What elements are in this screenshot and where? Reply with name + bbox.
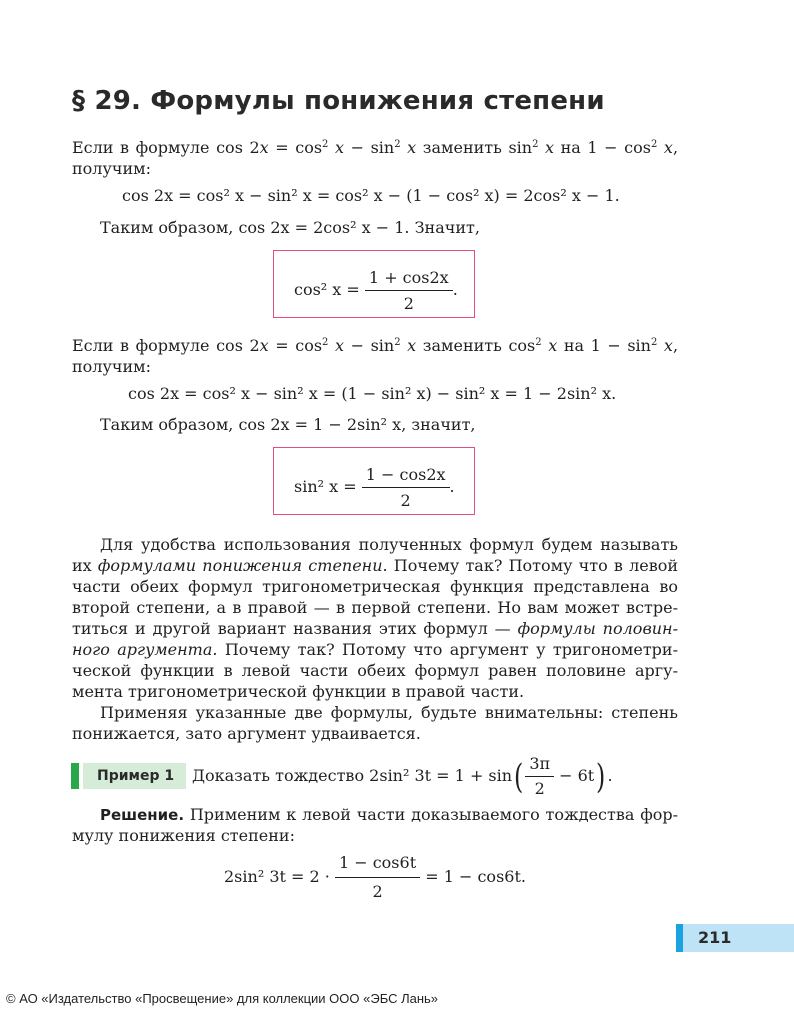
paragraph-line: их формулами понижения степени. Почему так? Потому что в левой [72,556,678,575]
formula1: cos² x = $\frac{1 + \cos 2x}{2}$ . [294,268,458,313]
part1-line2: получим: [72,159,151,178]
part2-thus: Таким образом, cos 2x = 1 − 2sin² x, значит, [100,415,476,434]
formula-box-cos-squared [273,250,475,318]
page-tab-stripe [676,924,683,952]
paragraph-line: ного аргумента. Почему так? Потому что аргумент у тригонометри- [72,640,678,659]
solution-formula: 2sin² 3t = 2 · $\frac{1 - \cos 6t}{2}$ = 1 − cos6t. [224,853,526,901]
solution-line2: мулу понижения степени: [72,826,295,845]
page-number: 211 [698,928,732,947]
part1-line1: Если в формуле $\cos 2x = \cos^2 x - \sin^2 x$ заменить $\sin^2 x$ на $1 - \cos^2 x$, [72,138,679,157]
solution-line1: Решение. Применим к левой части доказываемого тождества фор- [100,805,679,824]
explanation-paragraph [72,534,678,744]
formula2-fraction: $\frac{1 - \cos 2x}{2}$ [362,465,450,510]
example-accent-bar [71,763,79,789]
copyright-notice: © АО «Издательство «Просвещение» для коллекции ООО «ЭБС Лань» [6,991,439,1006]
paragraph-line: Для удобства использования полученных формул будем называть [100,535,678,554]
term-half-argument-cont: ного аргумента. [72,640,218,659]
part2-line1: Если в формуле $\cos 2x = \cos^2 x - \sin^2 x$ заменить $\cos^2 x$ на $1 - \sin^2 x$, [72,336,679,355]
solution-label: Решение. [100,806,185,824]
paragraph-line: мента тригонометрической функции в правой части. [72,682,525,701]
paragraph-line: ческой функции в левой части обеих формул равен половине аргу- [72,661,678,680]
formula1-fraction: $\frac{1 + \cos 2x}{2}$ [365,268,453,313]
part2-line2: получим: [72,357,151,376]
paragraph-line: части обеих формул тригонометрическая функция представлена во [72,577,678,596]
paragraph-note: понижается, зато аргумент удваивается. [72,724,421,743]
solution-text [72,804,678,846]
paragraph-note: Применяя указанные две формулы, будьте внимательны: степень [100,703,678,722]
solution-fraction: $\frac{1 - \cos 6t}{2}$ [335,852,420,903]
part2-derivation: cos 2x = cos² x − sin² x = (1 − sin² x) − sin² x = 1 − 2sin² x. [128,384,617,403]
part1-intro [72,137,678,179]
part1-thus: Таким образом, cos 2x = 2cos² x − 1. Значит, [100,218,480,237]
section-title: § 29. Формулы понижения степени [72,86,605,116]
part2-intro [72,335,678,377]
part1-derivation: cos 2x = cos² x − sin² x = cos² x − (1 − cos² x) = 2cos² x − 1. [122,186,620,205]
term-half-argument: формулы половин- [517,619,679,638]
example-label: Пример 1 [83,763,186,789]
formula2: sin² x = $\frac{1 - \cos 2x}{2}$ . [294,465,455,510]
example-statement: Доказать тождество 2sin² 3t = 1 + sin( $\frac{3\pi}{2}$ − 6t) . [192,754,613,798]
term-reduction-formulas: формулами понижения степени. [97,556,388,575]
page-number-tab [676,924,794,952]
paragraph-line: титься и другой вариант названия этих формул — формулы половин- [72,619,679,638]
formula-box-sin-squared [273,447,475,515]
example-fraction: $\frac{3\pi}{2}$ [525,755,554,798]
paragraph-line: второй степени, а в правой — в первой степени. Но вам может встре- [72,598,678,617]
